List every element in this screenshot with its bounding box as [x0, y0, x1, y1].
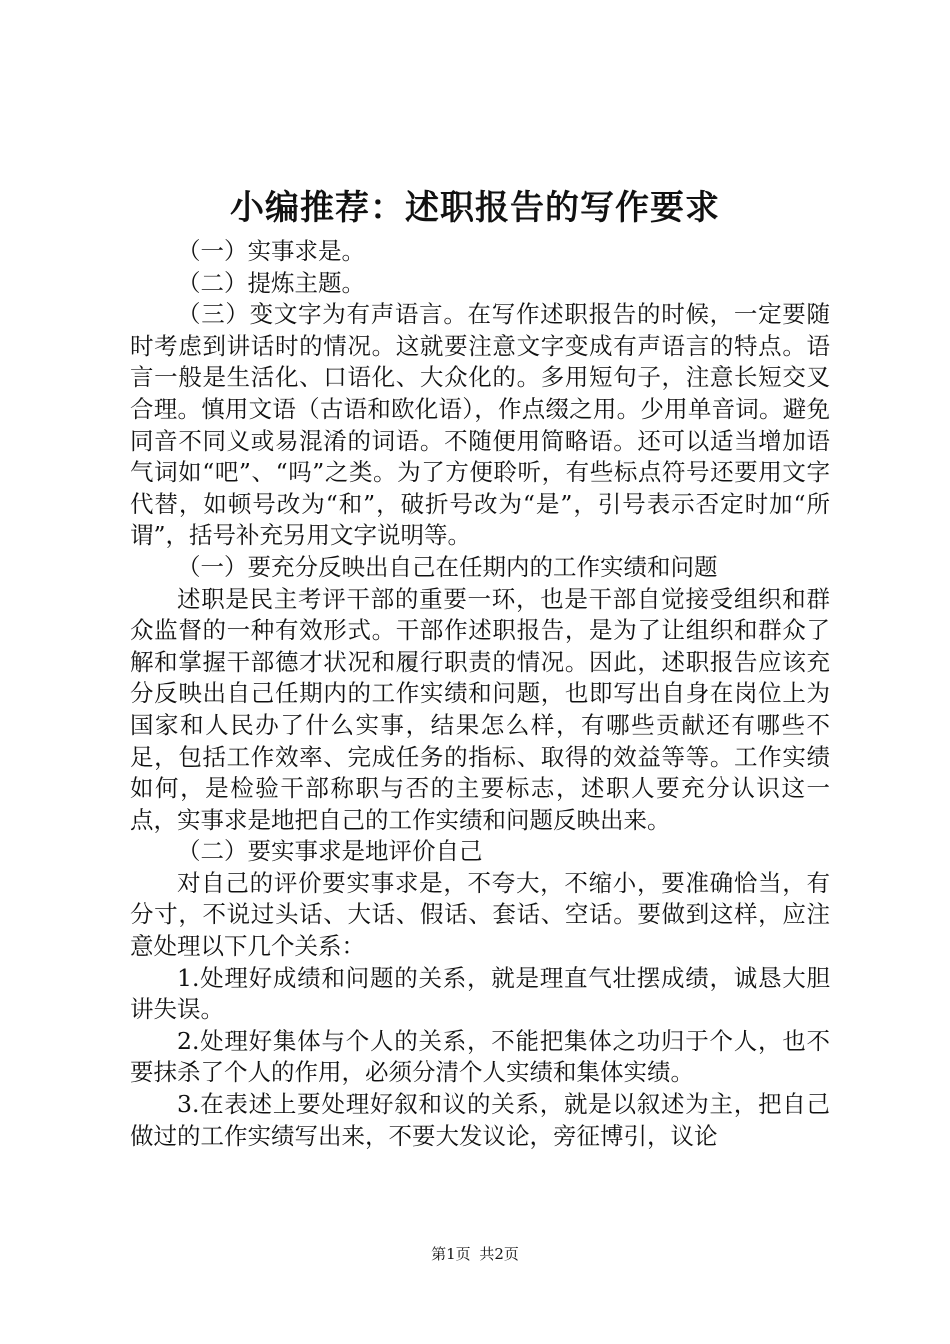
paragraph: （二）提炼主题。 [177, 268, 365, 297]
paragraph: 述职是民主考评干部的重要一环，也是干部自觉接受组织和群众监督的一种有效形式。干部作述职报告，是为了让组织和群众了解和掌握干部德才状况和履行职责的情况。因此，述职报告应该充分反映出自己任期内的工作实绩和问题，也即写出自身在岗位上为国家和人民办了什么实事，结果怎么样，有哪些贡献还有哪些不足，包括工作效率、完成任务的指标、取得的效益等等。工作实绩如何，是检验干部称职与否的主要标志，述职人要充分认识这一点，实事求是地把自己的工作实绩和问题反映出来。 [130, 584, 830, 834]
paragraph: （三）变文字为有声语言。在写作述职报告的时候，一定要随时考虑到讲话时的情况。这就要注意文字变成有声语言的特点。语言一般是生活化、口语化、大众化的。多用短句子，注意长短交叉合理。慎用文语（古语和欧化语），作点缀之用。少用单音词。避免同音不同义或易混淆的词语。不随便用简略语。还可以适当增加语气词如“吧”、“吗”之类。为了方便聆听，有些标点符号还要用文字代替，如顿号改为“和”，破折号改为“是”，引号表示否定时加“所谓”，括号补充另用文字说明等。 [130, 300, 830, 550]
list-item: 3.在表述上要处理好叙和议的关系，就是以叙述为主，把自己做过的工作实绩写出来，不要大发议论，旁征博引，议论 [130, 1090, 830, 1150]
section-heading: （一）要充分反映出自己在任期内的工作实绩和问题 [177, 552, 718, 581]
list-item: 2.处理好集体与个人的关系，不能把集体之功归于个人，也不要抹杀了个人的作用，必须分清个人实绩和集体实绩。 [130, 1026, 830, 1087]
page-total: 共2页 [479, 1245, 519, 1263]
page-footer [0, 1244, 950, 1264]
list-item: 1.处理好成绩和问题的关系，就是理直气壮摆成绩，诚恳大胆讲失误。 [130, 963, 830, 1024]
page-number: 第1页 [431, 1245, 471, 1263]
section-heading: （二）要实事求是地评价自己 [177, 837, 483, 866]
paragraph: 对自己的评价要实事求是，不夸大，不缩小，要准确恰当，有分寸，不说过头话、大话、假话、套话、空话。要做到这样，应注意处理以下几个关系： [130, 868, 830, 961]
document-body [130, 236, 830, 1182]
paragraph: （一）实事求是。 [177, 237, 365, 265]
document-title: 小编推荐：述职报告的写作要求 [230, 188, 720, 228]
